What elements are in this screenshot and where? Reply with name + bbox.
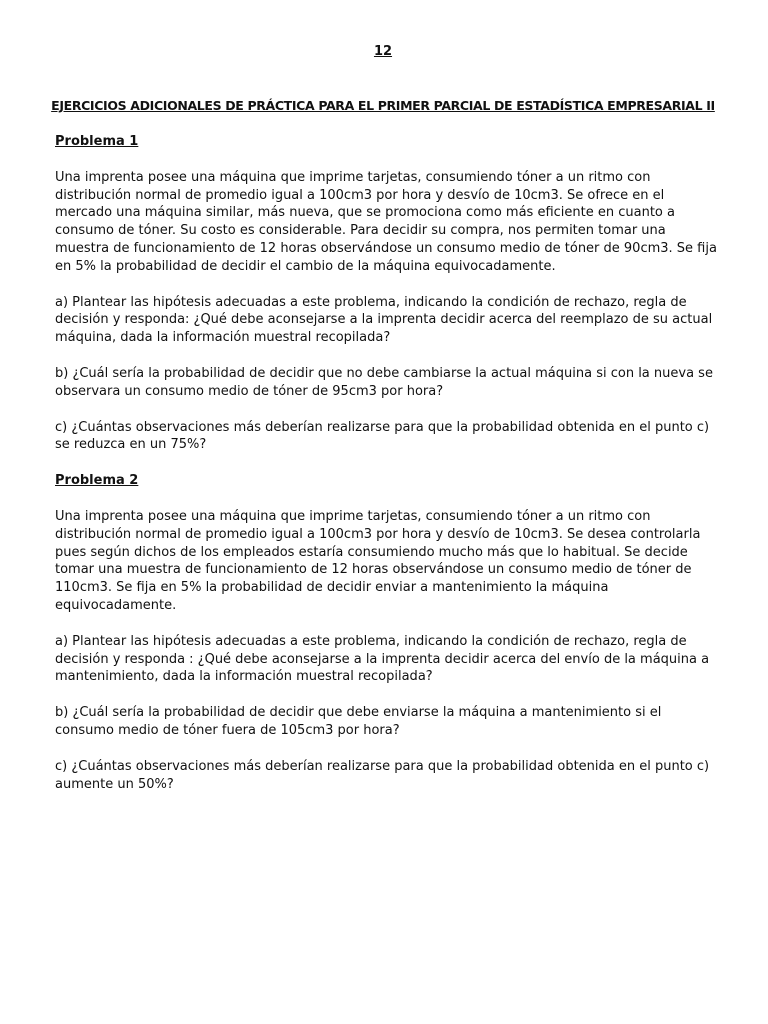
document-title: EJERCICIOS ADICIONALES DE PRÁCTICA PARA EL PRIMER PARCIAL DE ESTADÍSTICA EMPRESARIAL II [51, 98, 715, 113]
problem-2-question-a: a) Plantear las hipótesis adecuadas a este problema, indicando la condición de rechazo, regla de decisión y responda : ¿Qué debe aconsejarse a la imprenta decidir acerca del envío de la máquina a mantenimiento, dada la información muestral recopilada? [55, 633, 710, 685]
problem-2-question-c: c) ¿Cuántas observaciones más deberían realizarse para que la probabilidad obtenida en el punto c) aumente un 50%? [55, 758, 710, 792]
problem-1 [55, 133, 719, 454]
problem-2-heading: Problema 2 [55, 473, 139, 489]
problem-1-statement: Una imprenta posee una máquina que imprime tarjetas, consumiendo tóner a un ritmo con distribución normal de promedio igual a 100cm3 por hora y desvío de 10cm3. Se ofrece en el mercado una máquina similar, más nueva, que se promociona como más eficiente en cuanto a consumo de tóner. Su costo es considerable. Para decidir su compra, nos permiten tomar una muestra de funcionamiento de 12 horas observándose un consumo medio de tóner de 90cm3. Se fija en 5% la probabilidad de decidir el cambio de la máquina equivocadamente. [55, 169, 717, 274]
problem-1-heading: Problema 1 [55, 134, 139, 149]
page-number: 12 [373, 44, 393, 59]
problem-1-question-c: c) ¿Cuántas observaciones más deberían realizarse para que la probabilidad obtenida en el punto c) se reduzca en un 75%? [55, 419, 710, 453]
problem-2 [55, 472, 719, 793]
problem-2-statement: Una imprenta posee una máquina que imprime tarjetas, consumiendo tóner a un ritmo con distribución normal de promedio igual a 100cm3 por hora y desvío de 10cm3. Se desea controlarla pues según dichos de los empleados estaría consumiendo mucho más que lo habitual. Se decide tomar una muestra de funcionamiento de 12 horas observándose un consumo medio de tóner de 110cm3. Se fija en 5% la probabilidad de decidir enviar a mantenimiento la máquina equivocadamente. [55, 508, 701, 613]
problem-1-question-b: b) ¿Cuál sería la probabilidad de decidir que no debe cambiarse la actual máquina si con la nueva se observara un consumo medio de tóner de 95cm3 por hora? [55, 365, 713, 399]
document-body [55, 133, 719, 811]
problem-1-question-a: a) Plantear las hipótesis adecuadas a este problema, indicando la condición de rechazo, regla de decisión y responda: ¿Qué debe aconsejarse a la imprenta decidir acerca del reemplazo de su actual máquina, dada la información muestral recopilada? [55, 294, 713, 346]
problem-2-question-b: b) ¿Cuál sería la probabilidad de decidir que debe enviarse la máquina a mantenimiento si el consumo medio de tóner fuera de 105cm3 por hora? [55, 705, 662, 738]
